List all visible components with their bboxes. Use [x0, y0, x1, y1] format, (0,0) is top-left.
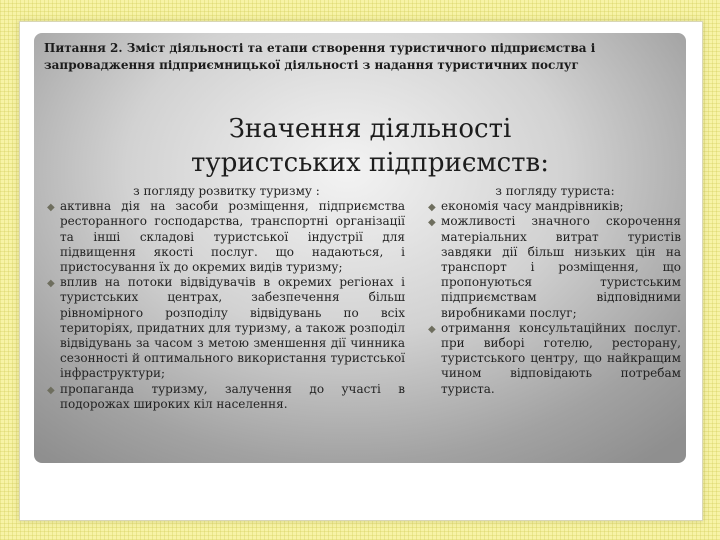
bullet-icon: ◆: [47, 202, 55, 214]
bullet-icon: ◆: [428, 217, 436, 229]
bullet-icon: ◆: [47, 384, 55, 396]
list-item-text: економія часу мандрівників;: [441, 199, 624, 214]
right-column-heading: з погляду туриста:: [495, 184, 615, 198]
list-item-text: пропаганда туризму, залучення до участі в подорожах широких кіл населення.: [60, 381, 405, 411]
list-item: [428, 320, 681, 397]
list-item-text: активна дія на засоби розміщення, підприємства ресторанного господарства, транспортні організації та інші складові туристської індустрії для підвищення якості послуг. що надаються, і пристосування їх до окремих видів туризму;: [60, 199, 405, 275]
list-item: [47, 381, 405, 412]
left-column-heading: з погляду розвитку туризму :: [133, 184, 320, 198]
right-bullet-list: [428, 199, 681, 397]
list-item-text: можливості значного скорочення матеріальних витрат туристів завдяки дії більш низьких цін на транспорт і розміщення, що пропонуються туристським підприємствам відповідними виробниками послуг;: [441, 214, 681, 320]
bullet-icon: ◆: [428, 323, 436, 335]
list-item: [47, 275, 405, 381]
list-item: [428, 199, 681, 214]
left-bullet-list: [47, 199, 405, 412]
list-item-text: отримання консультаційних послуг. при виборі готелю, ресторану, туристського центру, що найкращим чином відповідають потребам туриста.: [441, 320, 681, 396]
left-column: [47, 184, 405, 412]
bullet-icon: ◆: [47, 278, 55, 290]
list-item: [47, 199, 405, 275]
bullet-icon: ◆: [428, 202, 436, 214]
question-heading: Питання 2. Зміст діяльності та етапи створення туристичного підприємства і запровадження підприємницької діяльності з надання туристичних послуг: [44, 41, 596, 72]
list-item: [428, 214, 681, 320]
slide-title: Значення діяльності туристських підприємств:: [191, 114, 549, 178]
list-item-text: вплив на потоки відвідувачів в окремих регіонах і туристських центрах, забезпечення більш рівномірного розподілу відвідувань по всіх територіях, придатних для туризму, а також розподіл відвідувань за часом з метою зменшення дії чинника сезонності й оптимального використання туристської інфраструктури;: [60, 275, 405, 381]
right-column: [428, 184, 681, 397]
